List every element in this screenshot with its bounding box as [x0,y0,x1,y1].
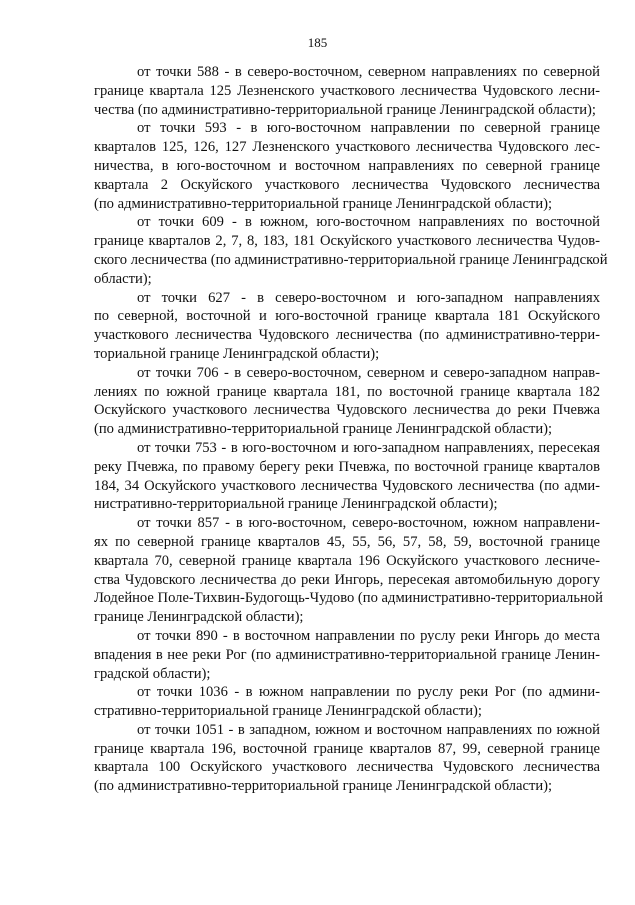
text-line: ского лесничества (по административно-территориальной границе Ленинградской [94,251,608,268]
text-line: ничества, в юго-восточном и восточном направлениях по северной границе [94,157,600,174]
text-line: чества (по административно-территориальной границе Ленинградской области); [94,101,596,118]
paragraph [94,683,600,721]
text-line: от точки 706 - в северо-восточном, северном и северо-западном направ- [137,364,600,381]
text-line: градской области); [94,665,211,682]
text-line: ториальной границе Ленинградской области); [94,345,380,362]
text-line: ства Чудовского лесничества до реки Ингорь, пересекая автомобильную дорогу [94,571,600,588]
text-line: границе квартала 196, восточной границе кварталов 87, 99, северной границе [94,740,600,757]
text-line: квартала 2 Оскуйского участкового лесничества Чудовского лесничества [94,176,600,193]
text-line: от точки 593 - в юго-восточном направлении по северной границе [137,120,600,137]
text-line: квартала 100 Оскуйского участкового лесничества Чудовского лесничества [94,759,600,776]
text-line: нистративно-территориальной границе Ленинградской области); [94,496,498,513]
paragraph [94,627,600,683]
text-line: границе Ленинградской области); [94,609,304,626]
paragraph [94,119,600,213]
paragraph [94,721,600,796]
text-line: (по административно-территориальной границе Ленинградской области); [94,421,553,438]
paragraph [94,364,600,439]
text-line: от точки 890 - в восточном направлении по руслу реки Ингорь до места [137,627,600,644]
text-line: Лодейное Поле-Тихвин-Будогощь-Чудово (по административно-территориальной [94,590,603,607]
text-line: (по административно-территориальной границе Ленинградской области); [94,195,553,212]
text-line: от точки 1051 - в западном, южном и восточном направлениях по южной [137,721,600,738]
text-line: стративно-территориальной границе Ленинградской области); [94,703,482,720]
paragraph [94,439,600,514]
text-line: 184, 34 Оскуйского участкового лесничества Чудовского лесничества (по адми- [94,477,600,494]
text-line: квартала 70, северной границе квартала 196 Оскуйского участкового лесниче- [94,552,600,569]
text-line: впадения в нее реки Рог (по административно-территориальной границе Ленин- [94,646,600,663]
text-line: границе квартала 125 Лезненского участкового лесничества Чудовского лесни- [94,82,600,99]
text-line: от точки 857 - в юго-восточном, северо-восточном, южном направлени- [137,515,600,532]
text-line: от точки 753 - в юго-восточном и юго-западном направлениях, пересекая [137,439,600,456]
text-line: Оскуйского участкового лесничества Чудовского лесничества до реки Пчевжа [94,402,600,419]
text-line: от точки 627 - в северо-восточном и юго-западном направлениях [137,289,600,306]
document-body [94,63,608,796]
text-line: от точки 588 - в северо-восточном, северном направлениях по северной [137,64,600,80]
text-line: от точки 1036 - в южном направлении по руслу реки Рог (по админи- [137,684,600,701]
text-line: реку Пчевжа, по правому берегу реки Пчевжа, по восточной границе кварталов [94,458,600,475]
paragraph [94,289,600,364]
text-line: лениях по южной границе квартала 181, по восточной границе квартала 182 [94,383,600,400]
paragraph [94,514,603,627]
paragraph [94,63,600,119]
text-line: по северной, восточной и юго-восточной границе квартала 181 Оскуйского [94,308,600,325]
text-line: участкового лесничества Чудовского лесничества (по административно-терри- [94,327,600,344]
text-line: от точки 609 - в южном, юго-восточном направлениях по восточной [137,214,600,231]
text-line: области); [94,270,152,287]
page-number: 185 [307,35,328,50]
paragraph [94,213,608,288]
text-line: (по административно-территориальной границе Ленинградской области); [94,778,553,795]
text-line: границе кварталов 2, 7, 8, 183, 181 Оскуйского участкового лесничества Чудов- [94,233,600,250]
text-line: кварталов 125, 126, 127 Лезненского участкового лесничества Чудовского лес- [94,139,600,156]
text-line: ях по северной границе кварталов 45, 55, 56, 57, 58, 59, восточной границе [94,533,600,550]
